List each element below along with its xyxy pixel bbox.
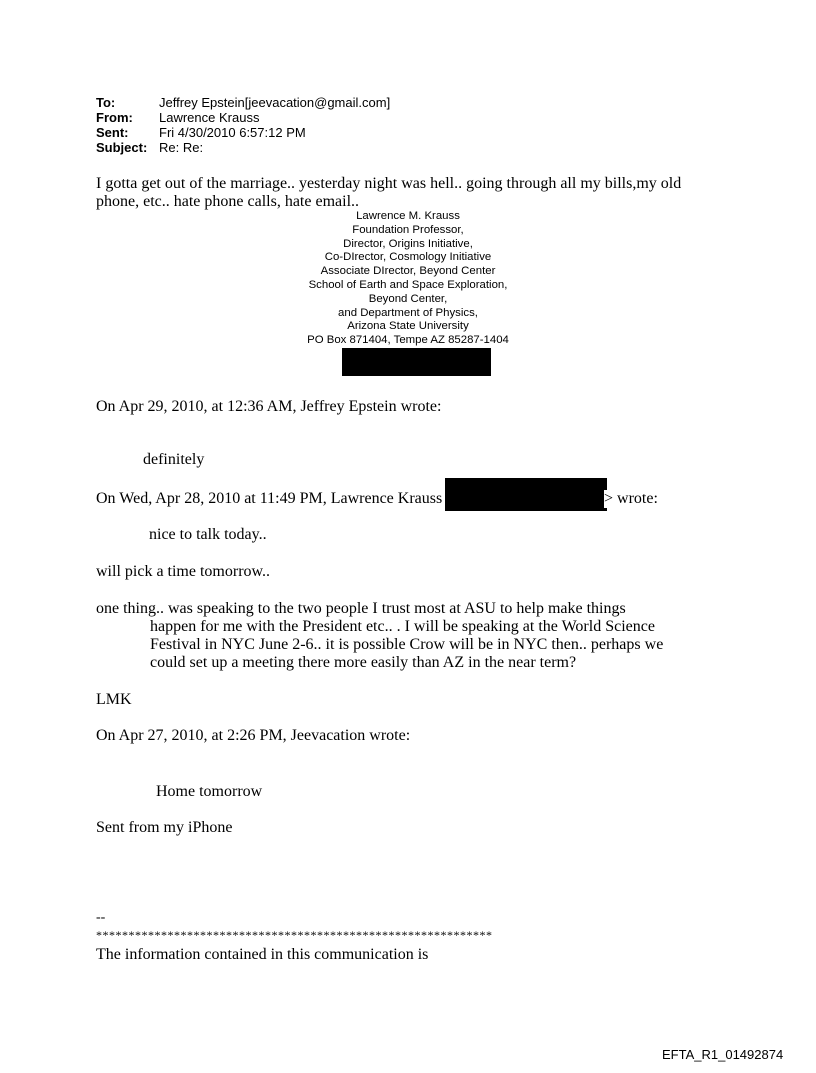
message-line-1: I gotta get out of the marriage.. yesterday night was hell.. going through all my bills,my old xyxy=(96,175,682,192)
from-label: From: xyxy=(96,110,133,125)
lmk-text: LMK xyxy=(96,691,132,708)
signature-line: PO Box 871404, Tempe AZ 85287-1404 xyxy=(307,334,509,347)
to-label: To: xyxy=(96,95,116,110)
email-header xyxy=(96,95,390,155)
sent-from-line: Sent from my iPhone xyxy=(96,819,233,836)
quote2-line-2: will pick a time tomorrow.. xyxy=(96,563,271,580)
signature-line: Arizona State University xyxy=(347,320,469,333)
quote2-line-1: nice to talk today.. xyxy=(149,526,267,543)
stars-divider: ************************************************************* xyxy=(96,928,493,942)
quote2-header-suffix: > wrote: xyxy=(604,490,658,507)
quote3-header: On Apr 27, 2010, at 2:26 PM, Jeevacation wrote: xyxy=(96,727,411,744)
message-line-2: phone, etc.. hate phone calls, hate email.. xyxy=(96,193,360,210)
redaction-box xyxy=(342,348,491,376)
sent-row xyxy=(96,125,390,140)
signature-line: School of Earth and Space Exploration, xyxy=(308,278,508,291)
signature-line: and Department of Physics, xyxy=(338,306,478,319)
signature-block xyxy=(300,210,516,348)
disclaimer-text: The information contained in this communication is xyxy=(96,946,429,963)
quote1-header: On Apr 29, 2010, at 12:36 AM, Jeffrey Epstein wrote: xyxy=(96,398,442,415)
signature-line: Co-DIrector, Cosmology Initiative xyxy=(324,251,492,264)
quote2-paragraph-line-1: one thing.. was speaking to the two people I trust most at ASU to help make things xyxy=(96,600,626,617)
signature-dashes: -- xyxy=(96,910,106,925)
quote2-paragraph-line-4: could set up a meeting there more easily than AZ in the near term? xyxy=(150,654,577,671)
document-id: EFTA_R1_01492874 xyxy=(662,1047,784,1062)
sent-value: Fri 4/30/2010 6:57:12 PM xyxy=(159,125,306,140)
to-row xyxy=(96,95,390,110)
quote1-body: definitely xyxy=(143,451,205,468)
redaction-box xyxy=(445,478,607,511)
quote2-paragraph-line-2: happen for me with the President etc.. . I will be speaking at the World Science xyxy=(150,618,655,635)
subject-label: Subject: xyxy=(96,140,148,155)
subject-value: Re: Re: xyxy=(159,140,204,155)
signature-line: Foundation Professor, xyxy=(352,223,464,236)
quote2-paragraph-line-3: Festival in NYC June 2-6.. it is possible Crow will be in NYC then.. perhaps we xyxy=(150,636,664,653)
from-value: Lawrence Krauss xyxy=(159,110,260,125)
quote2-header-prefix: On Wed, Apr 28, 2010 at 11:49 PM, Lawrence Krauss xyxy=(96,490,443,507)
from-row xyxy=(96,110,390,125)
signature-line: Associate DIrector, Beyond Center xyxy=(320,265,496,278)
to-value: Jeffrey Epstein[jeevacation@gmail.com] xyxy=(159,95,391,110)
sent-label: Sent: xyxy=(96,125,129,140)
signature-line: Lawrence M. Krauss xyxy=(356,210,460,222)
signature-line: Beyond Center, xyxy=(368,292,448,305)
signature-line: Director, Origins Initiative, xyxy=(343,237,473,250)
subject-row xyxy=(96,140,390,155)
quote3-body: Home tomorrow xyxy=(156,783,263,800)
